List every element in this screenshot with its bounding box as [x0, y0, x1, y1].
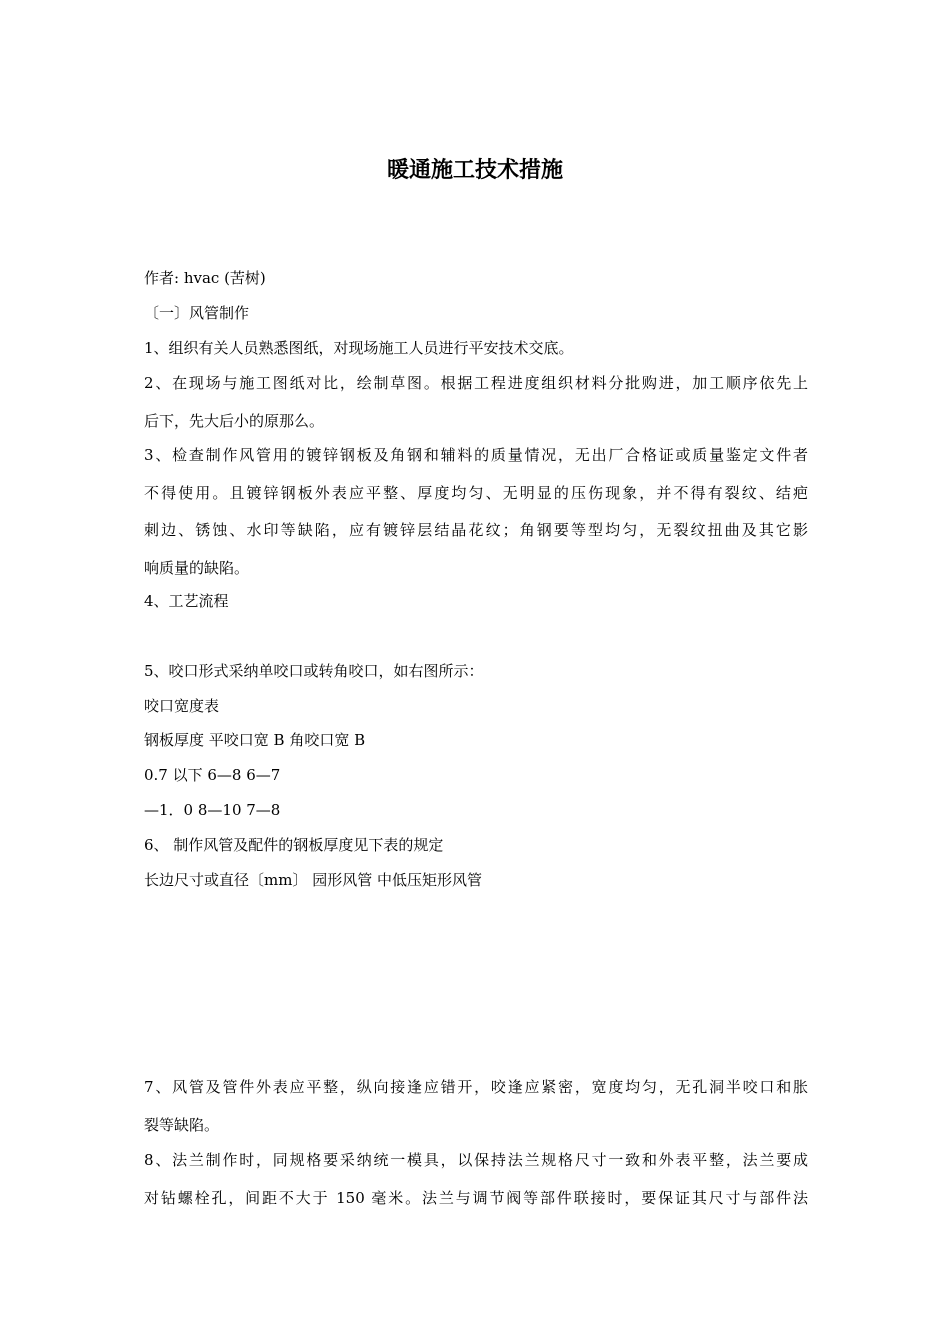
paragraph-line: 不得使用。且镀锌钢板外表应平整、厚度均匀、无明显的压伤现象，并不得有裂纹、结疤	[144, 484, 808, 502]
author-line: 作者: hvac (苦树)	[144, 269, 266, 287]
paragraph-line: 刺边、锈蚀、水印等缺陷，应有镀锌层结晶花纹；角钢要等型均匀，无裂纹扭曲及其它影	[144, 521, 808, 539]
paragraph-line: 5、咬口形式采纳单咬口或转角咬口，如右图所示：	[144, 662, 484, 680]
table-caption: 咬口宽度表	[144, 697, 220, 715]
table-row: —1．0 8—10 7—8	[144, 801, 281, 819]
paragraph-line: 响质量的缺陷。	[144, 559, 250, 577]
section-heading: 〔一〕风管制作	[144, 304, 250, 322]
paragraph-line: 对钻螺栓孔，间距不大于 150 毫米。法兰与调节阀等部件联接时，要保证其尺寸与部件法	[144, 1189, 808, 1207]
paragraph-line: 3、检查制作风管用的镀锌钢板及角钢和辅料的质量情况，无出厂合格证或质量鉴定文件者	[144, 446, 808, 464]
table-row: 0.7 以下 6—8 6—7	[144, 766, 281, 784]
paragraph-line: 裂等缺陷。	[144, 1116, 220, 1134]
paragraph-line: 8、法兰制作时，同规格要采纳统一模具，以保持法兰规格尺寸一致和外表平整，法兰要成	[144, 1151, 808, 1169]
table-row: 长边尺寸或直径〔mm〕 园形风管 中低压矩形风管	[144, 871, 482, 889]
paragraph-line: 7、风管及管件外表应平整，纵向接逢应错开，咬逢应紧密，宽度均匀，无孔洞半咬口和胀	[144, 1078, 808, 1096]
paragraph-line: 6、 制作风管及配件的钢板厚度见下表的规定	[144, 836, 444, 854]
paragraph-line: 1、组织有关人员熟悉图纸，对现场施工人员进行平安技术交底。	[144, 339, 574, 357]
paragraph-line: 后下，先大后小的原那么。	[144, 412, 325, 430]
paragraph-line: 4、工艺流程	[144, 592, 229, 610]
paragraph-line: 2、在现场与施工图纸对比，绘制草图。根据工程进度组织材料分批购进，加工顺序依先上	[144, 374, 808, 392]
table-row: 钢板厚度 平咬口宽 B 角咬口宽 B	[144, 731, 366, 749]
document-title: 暖通施工技术措施	[386, 158, 563, 183]
